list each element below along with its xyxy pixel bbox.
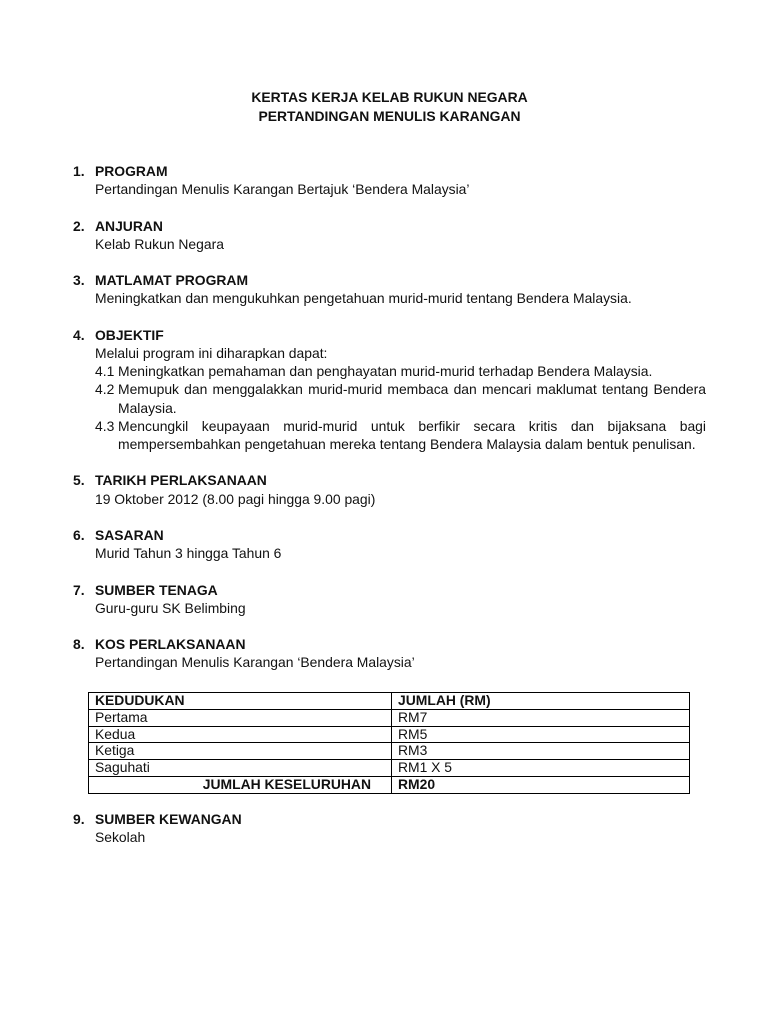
document-title bbox=[73, 88, 706, 126]
column-header: JUMLAH (RM) bbox=[392, 692, 690, 709]
section-heading: KOS PERLAKSANAAN bbox=[95, 636, 246, 653]
section-number: 9. bbox=[73, 810, 85, 827]
total-label: JUMLAH KESELURUHAN bbox=[89, 776, 392, 793]
section-number: 4. bbox=[73, 326, 85, 343]
table-cell: Ketiga bbox=[89, 743, 392, 760]
section-heading: SUMBER TENAGA bbox=[95, 581, 218, 598]
section-heading: SUMBER KEWANGAN bbox=[95, 810, 242, 827]
section-body: Guru-guru SK Belimbing bbox=[95, 599, 246, 616]
section-number: 8. bbox=[73, 636, 85, 653]
section-intro: Melalui program ini diharapkan dapat: bbox=[95, 344, 328, 361]
section-content bbox=[95, 271, 706, 307]
section-content bbox=[95, 581, 706, 617]
table-cell: RM5 bbox=[392, 726, 690, 743]
section-matlamat-program bbox=[73, 271, 706, 307]
section-number: 1. bbox=[73, 163, 85, 179]
table-row bbox=[89, 760, 690, 777]
section-sumber-tenaga bbox=[73, 581, 706, 617]
section-heading: TARIKH PERLAKSANAAN bbox=[95, 472, 267, 489]
objective-item bbox=[95, 417, 706, 453]
cost-table bbox=[88, 692, 690, 794]
section-heading: PROGRAM bbox=[95, 163, 168, 179]
table-cell: Kedua bbox=[89, 726, 392, 743]
section-content bbox=[95, 162, 706, 198]
section-heading: ANJURAN bbox=[95, 217, 163, 234]
section-program bbox=[73, 162, 706, 198]
section-number: 3. bbox=[73, 272, 85, 289]
objective-number: 4.3 bbox=[95, 417, 115, 434]
section-number: 7. bbox=[73, 581, 85, 598]
table-total-row bbox=[89, 776, 690, 793]
section-content bbox=[95, 471, 706, 507]
section-number: 2. bbox=[73, 217, 85, 234]
objective-item bbox=[95, 380, 706, 416]
section-body: Kelab Rukun Negara bbox=[95, 235, 224, 252]
section-body: Pertandingan Menulis Karangan ‘Bendera Malaysia’ bbox=[95, 654, 415, 671]
objective-text: Mencungkil keupayaan murid-murid untuk berfikir secara kritis dan bijaksana bagi mempersembahkan pengetahuan mereka tentang Bendera Malaysia dalam bentuk penulisan. bbox=[118, 417, 706, 452]
objective-item bbox=[95, 362, 706, 380]
table-row bbox=[89, 709, 690, 726]
section-body: Pertandingan Menulis Karangan Bertajuk ‘Bendera Malaysia’ bbox=[95, 181, 470, 198]
section-kos-perlaksanaan bbox=[73, 635, 706, 794]
objective-number: 4.2 bbox=[95, 381, 115, 398]
objective-number: 4.1 bbox=[95, 363, 115, 380]
section-body: Sekolah bbox=[95, 828, 146, 845]
table-row bbox=[89, 726, 690, 743]
section-tarikh-perlaksanaan bbox=[73, 471, 706, 507]
document-body bbox=[73, 88, 706, 864]
section-content bbox=[95, 526, 706, 562]
table-cell: RM1 X 5 bbox=[392, 760, 690, 777]
section-heading: SASARAN bbox=[95, 526, 164, 543]
table-header-row bbox=[89, 692, 690, 709]
table-cell: Pertama bbox=[89, 709, 392, 726]
section-number: 5. bbox=[73, 472, 85, 489]
total-value: RM20 bbox=[392, 776, 690, 793]
section-heading: OBJEKTIF bbox=[95, 326, 164, 343]
section-content bbox=[95, 635, 706, 794]
section-content bbox=[95, 810, 706, 846]
section-body: Murid Tahun 3 hingga Tahun 6 bbox=[95, 545, 282, 562]
table-cell: RM7 bbox=[392, 709, 690, 726]
section-content bbox=[95, 217, 706, 253]
objective-text: Meningkatkan pemahaman dan penghayatan murid-murid terhadap Bendera Malaysia. bbox=[118, 363, 653, 380]
table-cell: Saguhati bbox=[89, 760, 392, 777]
section-objektif bbox=[73, 326, 706, 453]
column-header: KEDUDUKAN bbox=[89, 692, 392, 709]
section-sasaran bbox=[73, 526, 706, 562]
section-body: 19 Oktober 2012 (8.00 pagi hingga 9.00 pagi) bbox=[95, 490, 376, 507]
section-anjuran bbox=[73, 217, 706, 253]
section-number: 6. bbox=[73, 526, 85, 543]
objective-text: Memupuk dan menggalakkan murid-murid membaca dan mencari maklumat tentang Bendera Malaysia. bbox=[118, 381, 706, 416]
section-content bbox=[95, 326, 706, 453]
section-body: Meningkatkan dan mengukuhkan pengetahuan murid-murid tentang Bendera Malaysia. bbox=[95, 290, 632, 307]
table-row bbox=[89, 743, 690, 760]
title-line-2: PERTANDINGAN MENULIS KARANGAN bbox=[258, 108, 521, 124]
section-list bbox=[73, 162, 706, 846]
title-line-1: KERTAS KERJA KELAB RUKUN NEGARA bbox=[251, 89, 528, 105]
table-cell: RM3 bbox=[392, 743, 690, 760]
section-heading: MATLAMAT PROGRAM bbox=[95, 272, 249, 289]
section-sumber-kewangan bbox=[73, 810, 706, 846]
